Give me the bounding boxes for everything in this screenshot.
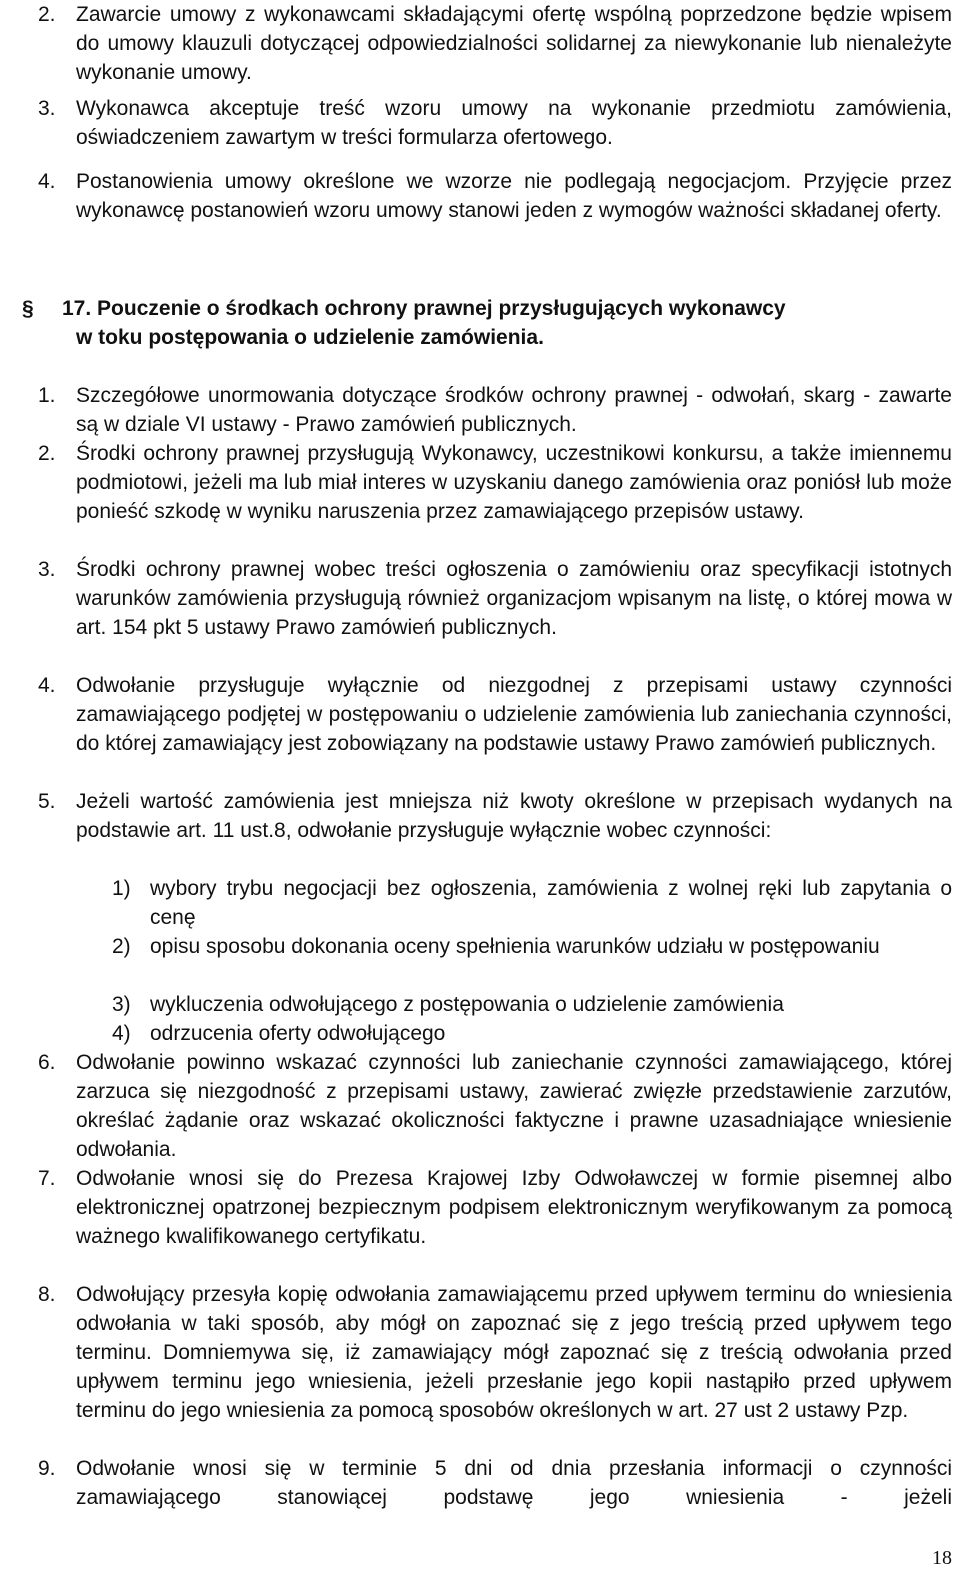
paragraph-symbol: § [22,297,34,320]
sub-item-number: 1) [112,877,131,900]
item-number: 2. [38,3,56,26]
section-heading [22,294,942,352]
item-text: Szczegółowe unormowania dotyczące środków ochrony prawnej - odwołań, skarg - zawarte są w dziale VI ustawy - Prawo zamówień publicznych. [76,384,952,436]
item-text: Środki ochrony prawnej przysługują Wykonawcy, uczestnikowi konkursu, a także imiennemu podmiotowi, jeżeli ma lub miał interes w uzyskaniu danego zamówienia oraz poniósł lub może ponieść szkodę w wyniku naruszenia przez zamawiającego przepisów ustawy. [76,442,952,523]
item-number: 3. [38,558,56,581]
item-text: Odwołanie przysługuje wyłącznie od niezgodnej z przepisami ustawy czynności zamawiającego podjętej w postępowaniu o udzielenie zamówienia lub zaniechania czynności, do której zamawiający jest zobowiązany na podstawie ustawy Prawo zamówień publicznych. [76,674,952,755]
sub-item-text: odrzucenia oferty odwołującego [150,1022,446,1045]
item-text: Odwołanie wnosi się w terminie 5 dni od dnia przesłania informacji o czynności zamawiającego stanowiącej podstawę jego wniesienia - jeżeli [76,1457,952,1509]
sub-item-text: wykluczenia odwołującego z postępowania o udzielenie zamówienia [150,993,784,1016]
item-number: 4. [38,170,56,193]
item-text: Odwołujący przesyła kopię odwołania zamawiającemu przed upływem terminu do wniesienia odwołania w taki sposób, aby mógł on zapoznać się z jego treścią przed upływem tego terminu. Domniemywa się, iż zamawiający mógł zapoznać się z treścią odwołania przed upływem terminu jego wniesienia, jeżeli przesłanie jego kopii nastąpiło przed upływem terminu do jego wniesienia za pomocą sposobów określonych w art. 27 ust 2 ustawy Pzp. [76,1283,952,1422]
item-text: Wykonawca akceptuje treść wzoru umowy na wykonanie przedmiotu zamówienia, oświadczeniem zawartym w treści formularza ofertowego. [76,97,952,149]
sub-item-number: 2) [112,935,131,958]
sub-item-text: opisu sposobu dokonania oceny spełnienia warunków udziału w postępowaniu [150,935,880,958]
item-number: 6. [38,1051,56,1074]
item-number: 7. [38,1167,56,1190]
item-number: 3. [38,97,56,120]
item-text: Jeżeli wartość zamówienia jest mniejsza niż kwoty określone w przepisach wydanych na podstawie art. 11 ust.8, odwołanie przysługuje wyłącznie wobec czynności: [76,790,952,842]
section-number: 17. [62,297,92,320]
sub-item-number: 3) [112,993,131,1016]
item-number: 1. [38,384,56,407]
page-number: 18 [932,1547,952,1569]
item-number: 4. [38,674,56,697]
item-number: 8. [38,1283,56,1306]
section-title-line1: Pouczenie o środkach ochrony prawnej przysługujących wykonawcy [97,297,786,320]
item-number: 2. [38,442,56,465]
item-text: Środki ochrony prawnej wobec treści ogłoszenia o zamówieniu oraz specyfikacji istotnych warunków zamówienia przysługują również organizacjom wpisanym na listę, o której mowa w art. 154 pkt 5 ustawy Prawo zamówień publicznych. [76,558,952,639]
item-number: 9. [38,1457,56,1480]
item-text: Zawarcie umowy z wykonawcami składającymi ofertę wspólną poprzedzone będzie wpisem do umowy klauzuli dotyczącej odpowiedzialności solidarnej za niewykonanie lub nienależyte wykonanie umowy. [76,3,952,84]
section-title-line2: w toku postępowania o udzielenie zamówienia. [76,326,544,349]
sub-item-text: wybory trybu negocjacji bez ogłoszenia, zamówienia z wolnej ręki lub zapytania o cenę [150,877,952,929]
item-number: 5. [38,790,56,813]
item-text: Odwołanie powinno wskazać czynności lub zaniechanie czynności zamawiającego, której zarzuca się niezgodność z przepisami ustawy, zawierać zwięzłe przedstawienie zarzutów, określać żądanie oraz wskazać okoliczności faktyczne i prawne uzasadniające wniesienie odwołania. [76,1051,952,1161]
item-text: Odwołanie wnosi się do Prezesa Krajowej Izby Odwoławczej w formie pisemnej albo elektronicznej opatrzonej bezpiecznym podpisem elektronicznym weryfikowanym za pomocą ważnego kwalifikowanego certyfikatu. [76,1167,952,1248]
sub-item-number: 4) [112,1022,131,1045]
item-text: Postanowienia umowy określone we wzorze nie podlegają negocjacjom. Przyjęcie przez wykonawcę postanowień wzoru umowy stanowi jeden z wymogów ważności składanej oferty. [76,170,952,222]
